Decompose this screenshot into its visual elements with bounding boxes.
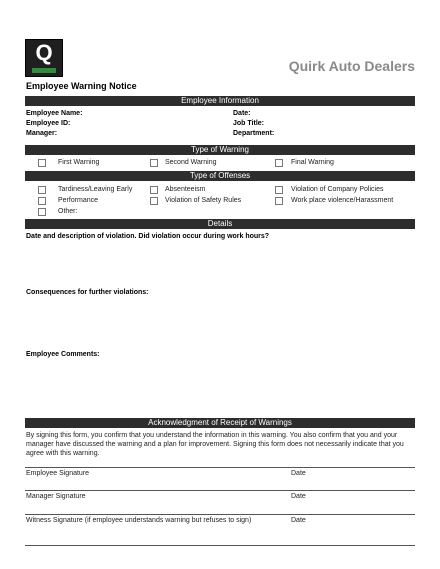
final-warning-checkbox[interactable] — [275, 159, 283, 167]
absenteeism-label: Absenteeism — [165, 186, 206, 193]
employee-comments-prompt: Employee Comments: — [26, 351, 100, 358]
other-label: Other: — [58, 208, 78, 215]
witness-signature-label: Witness Signature (if employee understands warning but refuses to sign) — [26, 517, 252, 524]
section-type-of-warning: Type of Warning — [25, 145, 415, 155]
first-warning-label: First Warning — [58, 159, 100, 166]
consequences-prompt: Consequences for further violations: — [26, 289, 149, 296]
logo-stripe — [32, 68, 56, 73]
consequences-field[interactable] — [25, 300, 415, 348]
department-label: Department: — [233, 130, 275, 137]
date-label: Date: — [233, 110, 251, 117]
safety-rules-label: Violation of Safety Rules — [165, 197, 242, 204]
company-name: Quirk Auto Dealers — [288, 58, 415, 74]
company-logo — [25, 39, 63, 77]
violation-description-field[interactable] — [25, 244, 415, 286]
witness-signature-date-label: Date — [291, 517, 306, 524]
ack-text-line-1: By signing this form, you confirm that you understand the information in this warning. You also confirm that you and your — [26, 432, 398, 439]
performance-label: Performance — [58, 197, 99, 204]
employee-signature-label: Employee Signature — [26, 470, 90, 477]
workplace-violence-checkbox[interactable] — [275, 197, 283, 205]
ack-text-line-3: agree with this warning. — [26, 450, 100, 457]
employee-comments-field[interactable] — [25, 362, 415, 414]
first-warning-checkbox[interactable] — [38, 159, 46, 167]
workplace-violence-label: Work place violence/Harassment — [291, 197, 394, 204]
section-acknowledgment: Acknowledgment of Receipt of Warnings — [25, 418, 415, 428]
section-type-of-offenses: Type of Offenses — [25, 171, 415, 181]
witness-signature-line[interactable] — [25, 514, 415, 515]
manager-signature-date-label: Date — [291, 493, 306, 500]
logo-letter: Q — [35, 40, 53, 65]
safety-rules-checkbox[interactable] — [150, 197, 158, 205]
section-employee-information: Employee Information — [25, 96, 415, 106]
employee-name-label: Employee Name: — [26, 110, 83, 117]
employee-signature-date-label: Date — [291, 470, 306, 477]
tardiness-label: Tardiness/Leaving Early — [58, 186, 133, 193]
employee-id-label: Employee ID: — [26, 120, 71, 127]
final-warning-label: Final Warning — [291, 159, 334, 166]
ack-text-line-2: manager have discussed the warning and a plan for improvement. Signing this form does not necessarily indicate that you — [26, 441, 404, 448]
section-details: Details — [25, 219, 415, 229]
company-policies-label: Violation of Company Policies — [291, 186, 384, 193]
other-checkbox[interactable] — [38, 208, 46, 216]
second-warning-checkbox[interactable] — [150, 159, 158, 167]
second-warning-label: Second Warning — [165, 159, 217, 166]
absenteeism-checkbox[interactable] — [150, 186, 158, 194]
employee-signature-line[interactable] — [25, 467, 415, 468]
manager-signature-label: Manager Signature — [26, 493, 86, 500]
violation-description-prompt: Date and description of violation. Did violation occur during work hours? — [26, 233, 270, 240]
company-policies-checkbox[interactable] — [275, 186, 283, 194]
manager-signature-line[interactable] — [25, 490, 415, 491]
document-title: Employee Warning Notice — [26, 81, 137, 91]
job-title-label: Job Title: — [233, 120, 264, 127]
final-signature-line[interactable] — [25, 545, 415, 546]
performance-checkbox[interactable] — [38, 197, 46, 205]
tardiness-checkbox[interactable] — [38, 186, 46, 194]
manager-label: Manager: — [26, 130, 58, 137]
